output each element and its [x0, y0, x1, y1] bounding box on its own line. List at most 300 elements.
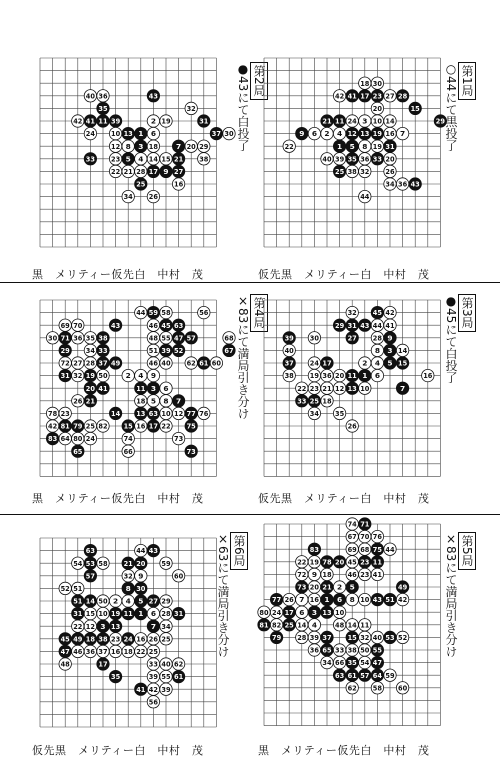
white-stone [172, 570, 184, 582]
white-stone [296, 382, 308, 394]
stone-number: 31 [347, 321, 357, 330]
stone-number: 15 [347, 634, 357, 642]
stone-number: 40 [161, 359, 171, 368]
white-stone [333, 656, 345, 668]
white-stone [84, 620, 96, 632]
white-stone [346, 644, 358, 656]
stone-number: 65 [73, 447, 83, 456]
white-stone [346, 115, 358, 127]
game-5-result: ×83にて満局引き分け [444, 532, 458, 658]
game-1-label: 第1局 [458, 62, 476, 100]
black-stone [270, 593, 282, 605]
white-stone [346, 165, 358, 177]
white-stone [122, 165, 134, 177]
stone-number: 33 [372, 155, 382, 164]
white-stone [198, 153, 210, 165]
stone-number: 69 [60, 321, 70, 330]
stone-number: 23 [372, 92, 382, 101]
stone-number: 24 [272, 608, 282, 617]
stone-number: 38 [347, 646, 357, 655]
white-stone [333, 382, 345, 394]
stone-number: 29 [435, 117, 445, 126]
white-stone [333, 153, 345, 165]
stone-number: 27 [385, 92, 395, 101]
black-stone [97, 357, 109, 369]
stone-number: 73 [174, 435, 184, 444]
black-stone [371, 127, 383, 139]
white-stone [135, 165, 147, 177]
stone-number: 42 [48, 422, 58, 431]
white-stone [371, 332, 383, 344]
stone-number: 3 [100, 621, 106, 631]
stone-number: 20 [186, 142, 196, 151]
stone-number: 19 [372, 130, 382, 139]
stone-number: 38 [98, 334, 108, 343]
white-stone [147, 357, 159, 369]
white-stone [308, 332, 320, 344]
black-stone [109, 357, 121, 369]
black-stone [283, 606, 295, 618]
stone-number: 74 [347, 520, 357, 529]
stone-number: 11 [136, 384, 146, 393]
black-stone [308, 543, 320, 555]
stone-number: 8 [125, 584, 131, 593]
white-stone [147, 140, 159, 152]
stone-number: 61 [174, 673, 184, 682]
stone-number: 44 [360, 193, 370, 202]
white-stone [122, 432, 134, 444]
stone-number: 10 [335, 608, 345, 617]
black-stone [97, 115, 109, 127]
black-stone [84, 153, 96, 165]
black-stone [198, 115, 210, 127]
white-stone [359, 357, 371, 369]
white-stone [84, 127, 96, 139]
black-stone [210, 127, 222, 139]
stone-number: 56 [199, 309, 209, 318]
white-stone [371, 115, 383, 127]
stone-number: 47 [372, 659, 382, 668]
stone-number: 35 [347, 155, 357, 164]
white-stone [333, 644, 345, 656]
black-stone [371, 656, 383, 668]
white-stone [160, 633, 172, 645]
white-stone [371, 369, 383, 381]
black-stone [135, 140, 147, 152]
white-stone [223, 127, 235, 139]
stone-number: 34 [309, 410, 319, 418]
stone-number: 60 [211, 359, 221, 368]
white-stone [321, 656, 333, 668]
white-stone [109, 595, 121, 607]
white-stone [97, 90, 109, 102]
stone-number: 60 [398, 684, 408, 693]
stone-number: 29 [199, 142, 209, 151]
black-stone [359, 369, 371, 381]
stone-number: 81 [60, 422, 70, 431]
stone-number: 49 [111, 359, 121, 368]
stone-number: 70 [360, 533, 370, 542]
game-1-panel [258, 48, 490, 288]
white-stone [109, 633, 121, 645]
white-stone [359, 631, 371, 643]
white-stone [371, 319, 383, 331]
black-stone [84, 382, 96, 394]
black-stone [371, 543, 383, 555]
stone-number: 23 [309, 384, 319, 393]
black-stone [147, 420, 159, 432]
black-stone [59, 633, 71, 645]
white-stone [384, 178, 396, 190]
white-stone [346, 556, 358, 568]
stone-number: 3 [387, 346, 393, 355]
stone-number: 25 [136, 180, 146, 189]
white-stone [109, 140, 121, 152]
black-stone [135, 127, 147, 139]
black-stone [109, 407, 121, 419]
stone-number: 18 [360, 79, 370, 88]
white-stone [147, 645, 159, 657]
stone-number: 17 [284, 608, 294, 617]
stone-number: 32 [73, 372, 83, 381]
stone-number: 2 [324, 129, 330, 139]
stone-number: 23 [360, 571, 370, 579]
white-stone [160, 407, 172, 419]
stone-number: 46 [347, 571, 357, 579]
stone-number: 9 [150, 371, 156, 381]
white-stone [296, 556, 308, 568]
black-stone [59, 645, 71, 657]
black-stone [72, 607, 84, 619]
black-stone [97, 382, 109, 394]
stone-number: 49 [398, 583, 408, 592]
stone-number: 29 [161, 597, 171, 606]
stone-number: 44 [385, 545, 395, 554]
white-stone [384, 153, 396, 165]
stone-number: 28 [372, 334, 382, 343]
white-stone [359, 140, 371, 152]
game-2-label: 第2局 [250, 62, 268, 100]
stone-number: 13 [136, 410, 146, 418]
stone-number: 21 [322, 384, 332, 393]
black-stone [172, 332, 184, 344]
white-stone [396, 593, 408, 605]
stone-number: 34 [85, 347, 95, 355]
white-stone [333, 407, 345, 419]
stone-number: 37 [98, 359, 108, 368]
black-stone [321, 631, 333, 643]
black-stone [371, 90, 383, 102]
white-stone [296, 568, 308, 580]
stone-number: 21 [123, 559, 133, 568]
white-stone [147, 395, 159, 407]
stone-number: 55 [161, 673, 171, 682]
black-stone [346, 140, 358, 152]
stone-number: 32 [123, 572, 133, 581]
black-stone [333, 556, 345, 568]
game-4-players: 黒 メリティー仮先白 中村 茂 [32, 492, 204, 505]
stone-number: 20 [335, 372, 345, 381]
stone-number: 57 [186, 334, 196, 343]
white-stone [72, 620, 84, 632]
stone-number: 28 [297, 634, 307, 642]
stone-number: 65 [322, 646, 332, 655]
stone-number: 23 [111, 635, 121, 644]
stone-number: 62 [174, 660, 184, 669]
stone-number: 56 [148, 698, 158, 707]
stone-number: 10 [98, 610, 108, 619]
white-stone [371, 102, 383, 114]
game-4-label: 第4局 [250, 294, 268, 332]
white-stone [321, 369, 333, 381]
game-5-panel [258, 518, 490, 762]
black-stone [46, 432, 58, 444]
stone-number: 31 [385, 142, 395, 151]
stone-number: 48 [60, 660, 70, 669]
stone-number: 4 [337, 129, 343, 139]
black-stone [84, 557, 96, 569]
black-stone [84, 369, 96, 381]
stone-number: 31 [199, 117, 209, 126]
stone-number: 6 [311, 129, 317, 139]
black-stone [147, 306, 159, 318]
white-stone [147, 319, 159, 331]
black-stone [346, 581, 358, 593]
stone-number: 16 [174, 180, 184, 189]
stone-number: 15 [410, 105, 420, 113]
white-stone [135, 153, 147, 165]
stone-number: 13 [360, 130, 370, 139]
stone-number: 60 [174, 572, 184, 581]
black-stone [346, 369, 358, 381]
black-stone [346, 127, 358, 139]
stone-number: 36 [309, 646, 319, 655]
white-stone [384, 115, 396, 127]
black-stone [72, 420, 84, 432]
stone-number: 8 [362, 141, 368, 151]
stone-number: 39 [309, 634, 319, 642]
black-stone [84, 115, 96, 127]
game-2-result: ●43にて白投了 [236, 62, 250, 152]
stone-number: 31 [174, 610, 184, 619]
black-stone [359, 556, 371, 568]
row-divider-2 [0, 514, 500, 515]
stone-number: 16 [136, 422, 146, 431]
black-stone [321, 593, 333, 605]
stone-number: 61 [199, 359, 209, 368]
white-stone [333, 606, 345, 618]
stone-number: 36 [398, 180, 408, 189]
stone-number: 1 [362, 371, 368, 381]
black-stone [308, 395, 320, 407]
stone-number: 83 [309, 545, 319, 554]
black-stone [185, 407, 197, 419]
stone-number: 70 [73, 321, 83, 330]
black-stone [59, 344, 71, 356]
white-stone [359, 656, 371, 668]
stone-number: 11 [347, 372, 357, 381]
stone-number: 43 [360, 321, 370, 330]
white-stone [396, 344, 408, 356]
white-stone [59, 319, 71, 331]
stone-number: 22 [136, 648, 146, 656]
white-stone [185, 140, 197, 152]
white-stone [72, 645, 84, 657]
game-3-players: 仮先黒 メリティー白 中村 茂 [258, 492, 430, 505]
white-stone [59, 407, 71, 419]
white-stone [97, 420, 109, 432]
stone-number: 9 [138, 571, 144, 581]
stone-number: 40 [372, 634, 382, 642]
stone-number: 80 [259, 608, 269, 617]
white-stone [333, 619, 345, 631]
white-stone [160, 683, 172, 695]
white-stone [147, 344, 159, 356]
stone-number: 15 [161, 155, 171, 164]
black-stone [97, 332, 109, 344]
white-stone [135, 369, 147, 381]
stone-number: 24 [123, 635, 133, 644]
white-stone [160, 332, 172, 344]
black-stone [84, 544, 96, 556]
white-stone [147, 127, 159, 139]
stone-number: 18 [136, 397, 146, 406]
white-stone [384, 669, 396, 681]
white-stone [210, 357, 222, 369]
stone-number: 58 [161, 309, 171, 318]
stone-number: 32 [360, 634, 370, 642]
stone-number: 13 [123, 130, 133, 139]
stone-number: 20 [335, 558, 345, 567]
stone-number: 40 [322, 155, 332, 164]
black-stone [122, 582, 134, 594]
black-stone [396, 382, 408, 394]
white-stone [84, 357, 96, 369]
stone-number: 12 [85, 622, 95, 631]
stone-number: 3 [150, 383, 156, 393]
stone-number: 40 [161, 660, 171, 669]
black-stone [135, 178, 147, 190]
black-stone [59, 369, 71, 381]
stone-number: 36 [98, 92, 108, 101]
black-stone [321, 606, 333, 618]
black-stone [185, 420, 197, 432]
black-stone [122, 633, 134, 645]
stone-number: 41 [347, 92, 357, 101]
stone-number: 12 [111, 142, 121, 151]
white-stone [308, 644, 320, 656]
white-stone [371, 77, 383, 89]
stone-number: 50 [360, 646, 370, 655]
stone-number: 43 [372, 596, 382, 605]
stone-number: 81 [259, 621, 269, 630]
black-stone [109, 115, 121, 127]
white-stone [135, 395, 147, 407]
black-stone [147, 620, 159, 632]
white-stone [308, 369, 320, 381]
stone-number: 14 [148, 155, 158, 164]
black-stone [359, 127, 371, 139]
game-2-board [32, 48, 234, 258]
stone-number: 19 [111, 610, 121, 619]
stone-number: 2 [362, 358, 368, 368]
stone-number: 18 [85, 635, 95, 644]
white-stone [346, 543, 358, 555]
stone-number: 55 [161, 334, 171, 343]
white-stone [84, 432, 96, 444]
stone-number: 31 [60, 372, 70, 381]
stone-number: 1 [138, 129, 144, 139]
stone-number: 68 [224, 334, 234, 343]
stone-number: 66 [123, 447, 133, 456]
white-stone [59, 582, 71, 594]
white-stone [333, 369, 345, 381]
black-stone [147, 544, 159, 556]
stone-number: 3 [362, 116, 368, 126]
stone-number: 79 [272, 634, 282, 642]
stone-number: 43 [148, 547, 158, 556]
white-stone [135, 306, 147, 318]
black-stone [296, 395, 308, 407]
stone-number: 25 [309, 397, 319, 406]
stone-number: 42 [335, 92, 345, 101]
stone-number: 17 [360, 92, 370, 101]
white-stone [147, 153, 159, 165]
game-6-players: 仮先黒 メリティー白 中村 茂 [32, 744, 204, 757]
black-stone [122, 127, 134, 139]
white-stone [371, 631, 383, 643]
black-stone [135, 382, 147, 394]
white-stone [46, 332, 58, 344]
stone-number: 7 [400, 129, 406, 139]
black-stone [346, 382, 358, 394]
white-stone [59, 357, 71, 369]
game-6-result: ×63にて満局引き分け [216, 532, 230, 658]
black-stone [172, 319, 184, 331]
black-stone [333, 165, 345, 177]
white-stone [72, 319, 84, 331]
black-stone [172, 344, 184, 356]
stone-number: 78 [48, 410, 58, 418]
game-6-panel [32, 530, 260, 762]
stone-number: 35 [85, 334, 95, 343]
stone-number: 73 [186, 447, 196, 456]
stone-number: 18 [148, 142, 158, 151]
white-stone [84, 344, 96, 356]
stone-number: 62 [347, 684, 357, 693]
stone-number: 5 [125, 154, 131, 164]
stone-number: 19 [309, 372, 319, 381]
stone-number: 20 [85, 384, 95, 393]
stone-number: 30 [309, 334, 319, 343]
white-stone [147, 607, 159, 619]
black-stone [122, 607, 134, 619]
black-stone [223, 344, 235, 356]
row-divider-1 [0, 282, 500, 283]
game-3-title [444, 294, 476, 383]
white-stone [359, 77, 371, 89]
stone-number: 15 [85, 610, 95, 619]
stone-number: 16 [111, 648, 121, 656]
game-4-board [32, 292, 234, 492]
black-stone [97, 344, 109, 356]
stone-number: 26 [385, 168, 395, 176]
stone-number: 28 [85, 359, 95, 368]
white-stone [346, 593, 358, 605]
white-stone [198, 407, 210, 419]
stone-number: 22 [73, 622, 83, 631]
stone-number: 82 [98, 422, 108, 431]
